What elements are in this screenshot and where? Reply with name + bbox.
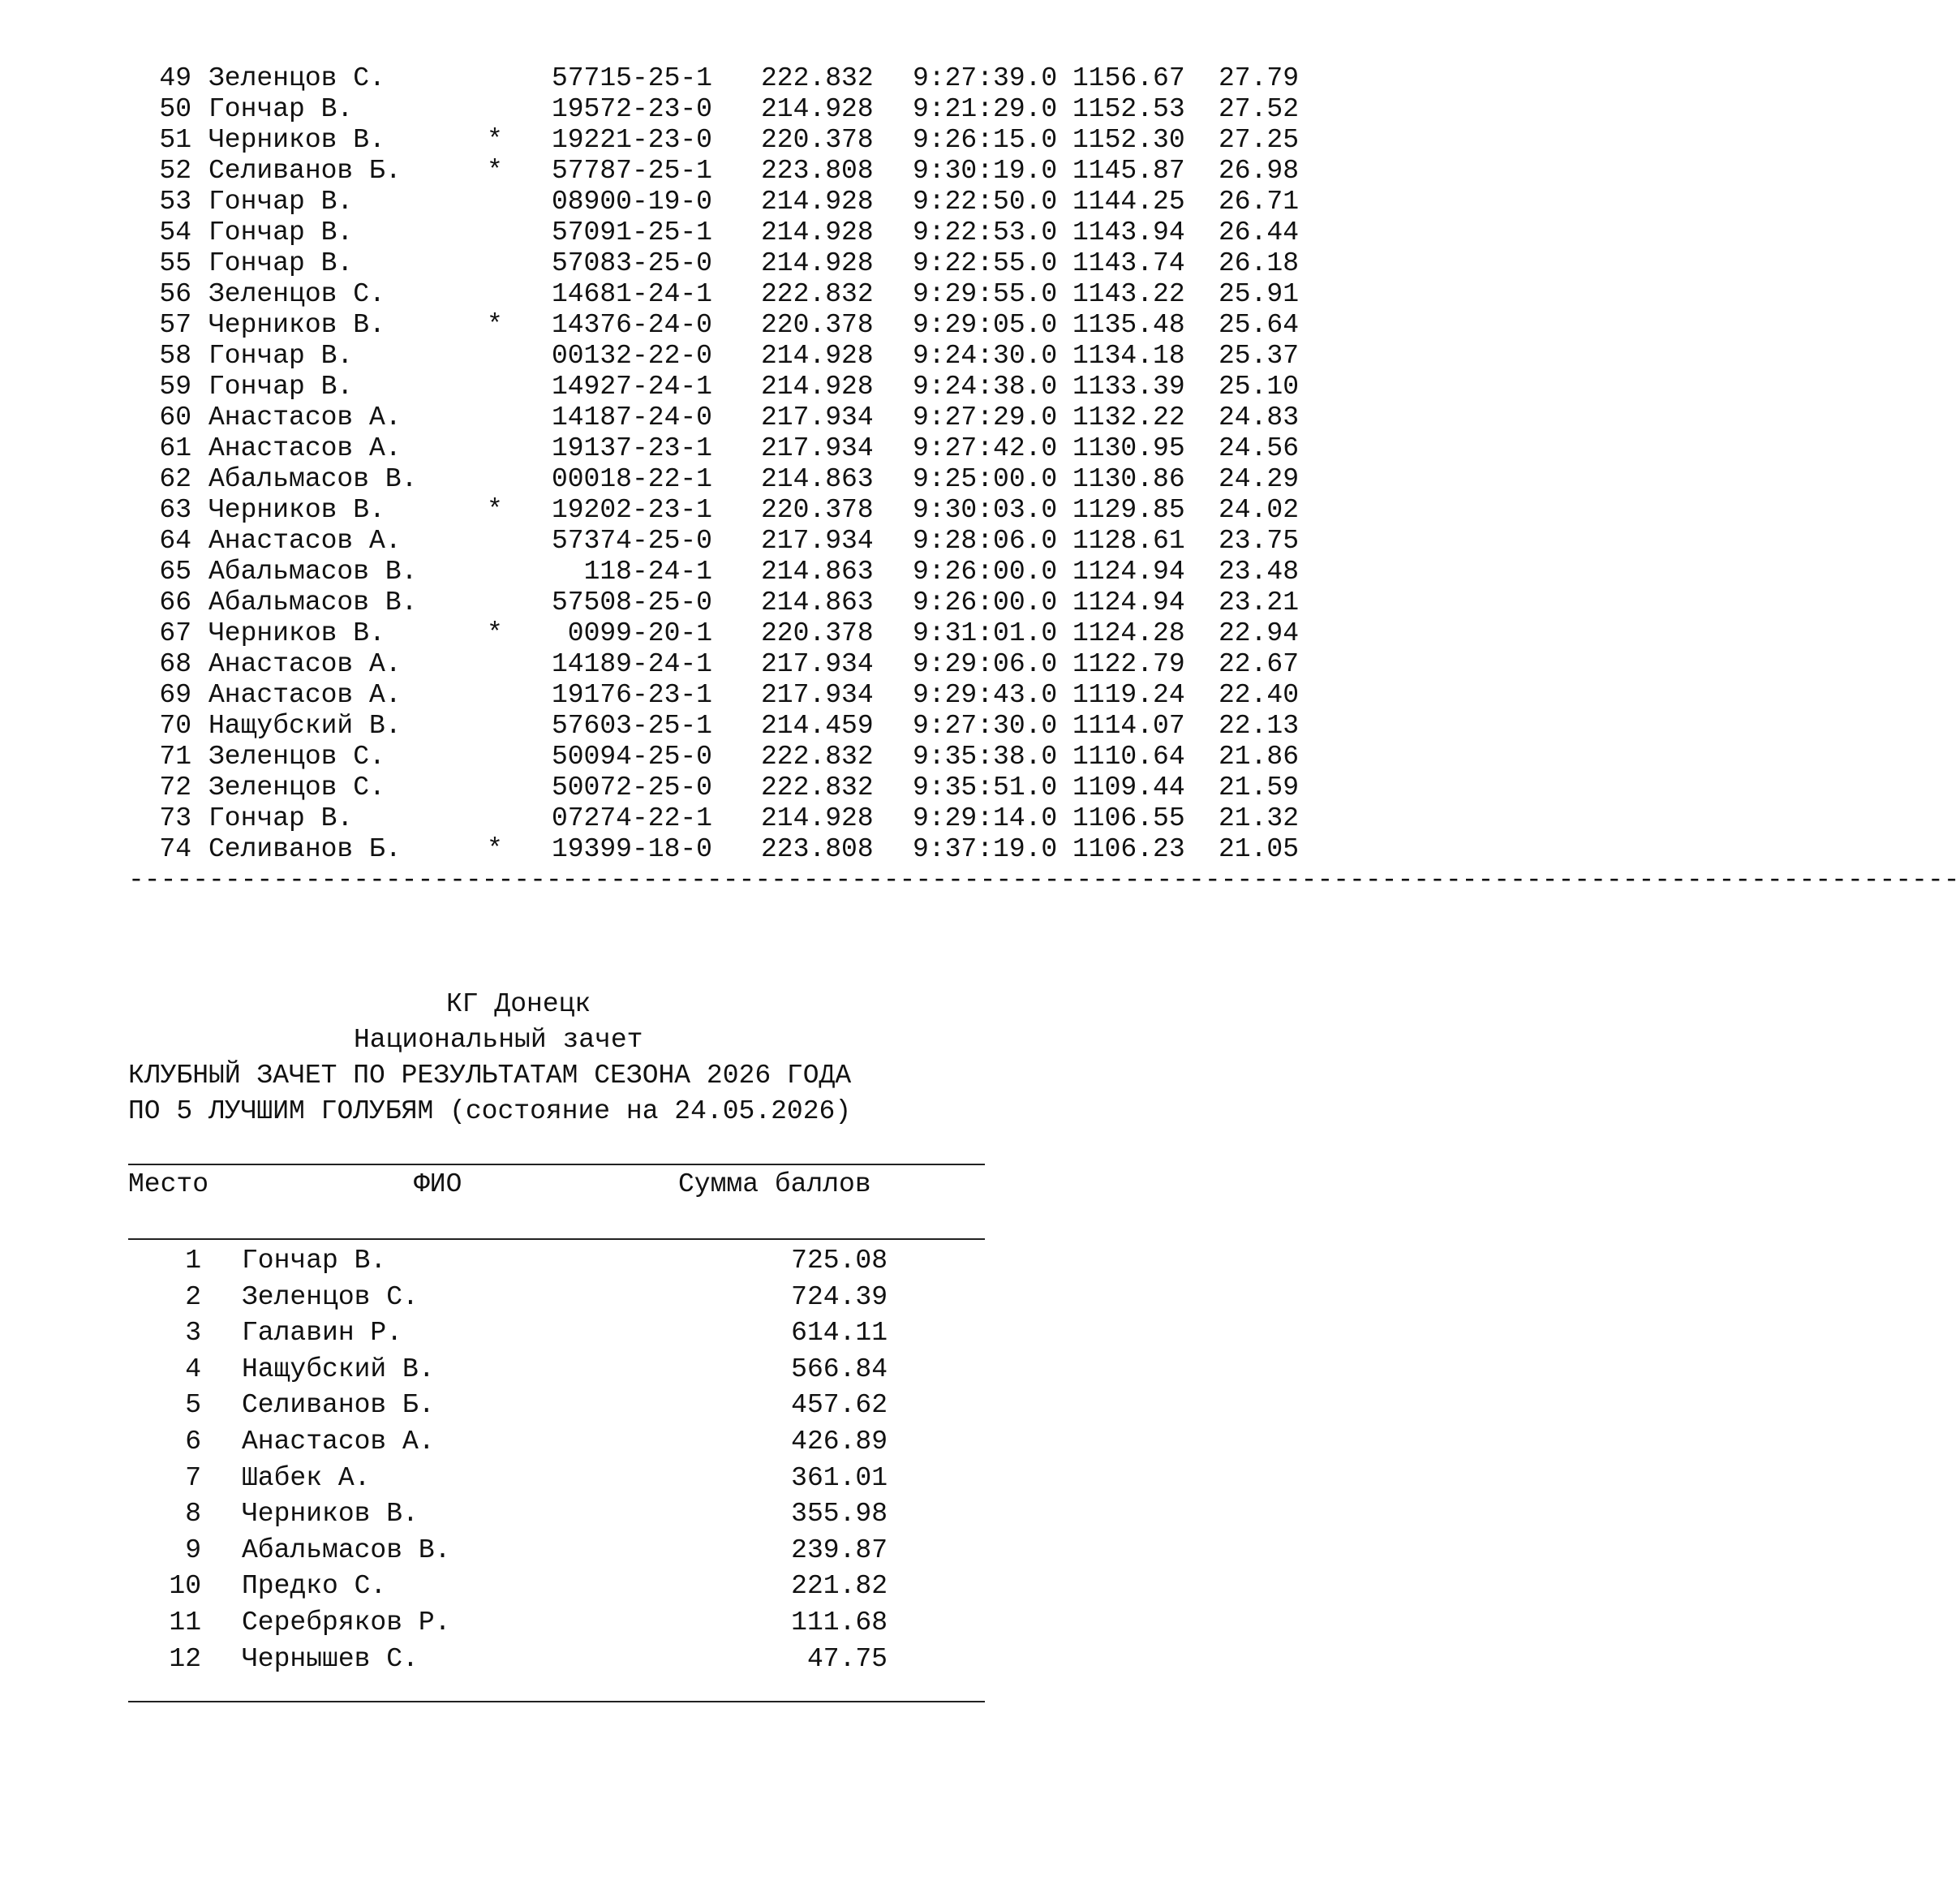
- result-row: [0, 587, 1342, 618]
- result-speed: 1109.44: [1072, 773, 1185, 803]
- col-header-score: Сумма баллов: [678, 1169, 871, 1199]
- result-place: 59: [159, 372, 191, 402]
- result-ring: 14376-24-0: [551, 310, 712, 340]
- result-place: 53: [159, 187, 191, 217]
- standings-name: Серебряков Р.: [242, 1607, 451, 1638]
- result-points: 21.32: [1219, 803, 1300, 833]
- result-time: 9:21:29.0: [913, 94, 1058, 124]
- result-row: [0, 341, 1342, 372]
- result-points: 27.25: [1219, 125, 1300, 155]
- result-speed: 1124.28: [1072, 618, 1185, 648]
- result-speed: 1124.94: [1072, 587, 1185, 618]
- result-ring: 57091-25-1: [551, 217, 712, 247]
- result-time: 9:29:05.0: [913, 310, 1058, 340]
- result-points: 22.40: [1219, 680, 1300, 710]
- result-distance: 214.863: [761, 587, 874, 618]
- result-place: 64: [159, 526, 191, 556]
- standings-row: [128, 1605, 985, 1641]
- club-heading-line1: КЛУБНЫЙ ЗАЧЕТ ПО РЕЗУЛЬТАТАМ СЕЗОНА 2026 ГОДА: [128, 1061, 852, 1091]
- result-ring: 57374-25-0: [551, 526, 712, 556]
- result-time: 9:35:51.0: [913, 773, 1058, 803]
- result-points: 26.44: [1219, 217, 1300, 247]
- result-name: Зеленцов С.: [208, 63, 385, 93]
- result-name: Зеленцов С.: [208, 279, 385, 309]
- result-place: 67: [159, 618, 191, 648]
- result-ring: 14187-24-0: [551, 402, 712, 433]
- result-name: Зеленцов С.: [208, 773, 385, 803]
- result-place: 66: [159, 587, 191, 618]
- result-points: 24.56: [1219, 433, 1300, 463]
- result-speed: 1124.94: [1072, 557, 1185, 587]
- result-time: 9:29:06.0: [913, 649, 1058, 679]
- result-points: 21.86: [1219, 742, 1300, 772]
- result-row: [0, 618, 1342, 649]
- standings-place: 6: [185, 1427, 201, 1457]
- result-place: 56: [159, 279, 191, 309]
- result-speed: 1114.07: [1072, 711, 1185, 741]
- result-ring: 14189-24-1: [551, 649, 712, 679]
- result-time: 9:25:00.0: [913, 464, 1058, 494]
- result-name: Черников В.: [208, 495, 385, 525]
- result-ring: 57787-25-1: [551, 156, 712, 186]
- result-speed: 1145.87: [1072, 156, 1185, 186]
- result-name: Анастасов А.: [208, 402, 402, 433]
- col-header-place: Место: [128, 1169, 209, 1199]
- standings-score: 239.87: [791, 1534, 888, 1565]
- col-header-name: ФИО: [414, 1169, 462, 1199]
- standings-name: Шабек А.: [242, 1462, 371, 1493]
- result-name: Гончар В.: [208, 803, 354, 833]
- result-name: Абальмасов В.: [208, 557, 418, 587]
- standings-score: 111.68: [791, 1607, 888, 1638]
- result-points: 25.10: [1219, 372, 1300, 402]
- result-name: Черников В.: [208, 618, 385, 648]
- result-name: Гончар В.: [208, 248, 354, 278]
- result-distance: 217.934: [761, 402, 874, 433]
- result-time: 9:30:19.0: [913, 156, 1058, 186]
- result-name: Гончар В.: [208, 94, 354, 124]
- result-name: Анастасов А.: [208, 680, 402, 710]
- result-star: *: [487, 125, 503, 155]
- standings-place: 12: [169, 1643, 201, 1674]
- result-speed: 1128.61: [1072, 526, 1185, 556]
- result-time: 9:29:55.0: [913, 279, 1058, 309]
- result-speed: 1143.22: [1072, 279, 1185, 309]
- standings-row: [128, 1642, 985, 1677]
- result-name: Гончар В.: [208, 372, 354, 402]
- result-ring: 19137-23-1: [551, 433, 712, 463]
- result-ring: 19176-23-1: [551, 680, 712, 710]
- result-row: [0, 495, 1342, 526]
- standings-place: 1: [185, 1246, 201, 1276]
- standings-score: 725.08: [791, 1246, 888, 1276]
- result-distance: 214.863: [761, 464, 874, 494]
- result-speed: 1119.24: [1072, 680, 1185, 710]
- result-star: *: [487, 156, 503, 186]
- result-row: [0, 773, 1342, 803]
- result-ring: 00132-22-0: [551, 341, 712, 371]
- result-row: [0, 248, 1342, 279]
- result-speed: 1132.22: [1072, 402, 1185, 433]
- result-ring: 14681-24-1: [551, 279, 712, 309]
- result-place: 65: [159, 557, 191, 587]
- result-row: [0, 803, 1342, 834]
- standings-score: 426.89: [791, 1427, 888, 1457]
- standings-name: Предко С.: [242, 1571, 387, 1602]
- result-row: [0, 217, 1342, 248]
- result-points: 23.48: [1219, 557, 1300, 587]
- result-name: Анастасов А.: [208, 526, 402, 556]
- result-row: [0, 742, 1342, 773]
- standings-row: [128, 1315, 985, 1351]
- result-time: 9:22:55.0: [913, 248, 1058, 278]
- result-speed: 1130.86: [1072, 464, 1185, 494]
- result-ring: 57715-25-1: [551, 63, 712, 93]
- result-speed: 1122.79: [1072, 649, 1185, 679]
- result-speed: 1130.95: [1072, 433, 1185, 463]
- result-place: 55: [159, 248, 191, 278]
- result-row: [0, 279, 1342, 310]
- result-distance: 222.832: [761, 63, 874, 93]
- result-place: 50: [159, 94, 191, 124]
- standings-score: 614.11: [791, 1318, 888, 1349]
- result-points: 24.83: [1219, 402, 1300, 433]
- result-star: *: [487, 495, 503, 525]
- result-row: [0, 402, 1342, 433]
- result-ring: 00018-22-1: [551, 464, 712, 494]
- result-name: Гончар В.: [208, 341, 354, 371]
- result-row: [0, 711, 1342, 742]
- result-star: *: [487, 618, 503, 648]
- result-time: 9:37:19.0: [913, 834, 1058, 864]
- result-place: 49: [159, 63, 191, 93]
- result-name: Гончар В.: [208, 217, 354, 247]
- result-place: 61: [159, 433, 191, 463]
- footer-rule: [128, 1701, 985, 1702]
- standings-name: Селиванов Б.: [242, 1390, 435, 1421]
- result-distance: 214.928: [761, 217, 874, 247]
- standings-row: [128, 1243, 985, 1279]
- standings-name: Гончар В.: [242, 1246, 387, 1276]
- result-points: 25.64: [1219, 310, 1300, 340]
- result-speed: 1106.55: [1072, 803, 1185, 833]
- result-ring: 0099-20-1: [567, 618, 712, 648]
- result-place: 68: [159, 649, 191, 679]
- standings-place: 5: [185, 1390, 201, 1421]
- result-ring: 57083-25-0: [551, 248, 712, 278]
- club-title: КГ Донецк: [446, 989, 591, 1019]
- standings-row: [128, 1424, 985, 1460]
- result-time: 9:26:15.0: [913, 125, 1058, 155]
- result-distance: 217.934: [761, 526, 874, 556]
- result-name: Селиванов Б.: [208, 156, 402, 186]
- result-row: [0, 63, 1342, 94]
- result-points: 21.59: [1219, 773, 1300, 803]
- result-distance: 223.808: [761, 834, 874, 864]
- result-row: [0, 834, 1342, 865]
- standings-row: [128, 1461, 985, 1496]
- result-speed: 1129.85: [1072, 495, 1185, 525]
- results-separator: ------------------------------------------------------------------------------------------------------------------: [128, 865, 1960, 895]
- result-time: 9:31:01.0: [913, 618, 1058, 648]
- result-place: 52: [159, 156, 191, 186]
- result-points: 22.94: [1219, 618, 1300, 648]
- result-row: [0, 372, 1342, 402]
- result-row: [0, 187, 1342, 217]
- result-points: 27.79: [1219, 63, 1300, 93]
- result-points: 23.75: [1219, 526, 1300, 556]
- standings-score: 566.84: [791, 1354, 888, 1384]
- result-speed: 1135.48: [1072, 310, 1185, 340]
- result-time: 9:24:30.0: [913, 341, 1058, 371]
- result-time: 9:29:43.0: [913, 680, 1058, 710]
- result-speed: 1134.18: [1072, 341, 1185, 371]
- standings-score: 221.82: [791, 1571, 888, 1602]
- result-distance: 217.934: [761, 649, 874, 679]
- result-place: 51: [159, 125, 191, 155]
- standings-score: 355.98: [791, 1499, 888, 1530]
- result-time: 9:30:03.0: [913, 495, 1058, 525]
- standings-place: 8: [185, 1499, 201, 1530]
- result-speed: 1152.30: [1072, 125, 1185, 155]
- result-time: 9:26:00.0: [913, 557, 1058, 587]
- standings-place: 11: [169, 1607, 201, 1638]
- result-ring: 19202-23-1: [551, 495, 712, 525]
- standings-place: 3: [185, 1318, 201, 1349]
- result-name: Анастасов А.: [208, 433, 402, 463]
- result-name: Нащубский В.: [208, 711, 402, 741]
- result-time: 9:27:30.0: [913, 711, 1058, 741]
- result-place: 58: [159, 341, 191, 371]
- result-row: [0, 310, 1342, 341]
- result-row: [0, 94, 1342, 125]
- result-ring: 57508-25-0: [551, 587, 712, 618]
- standings-row: [128, 1533, 985, 1569]
- result-points: 21.05: [1219, 834, 1300, 864]
- standings-name: Черников В.: [242, 1499, 419, 1530]
- result-distance: 217.934: [761, 433, 874, 463]
- result-time: 9:27:42.0: [913, 433, 1058, 463]
- result-name: Гончар В.: [208, 187, 354, 217]
- result-place: 54: [159, 217, 191, 247]
- result-time: 9:27:29.0: [913, 402, 1058, 433]
- result-speed: 1144.25: [1072, 187, 1185, 217]
- result-distance: 214.928: [761, 803, 874, 833]
- result-distance: 220.378: [761, 125, 874, 155]
- result-ring: 14927-24-1: [551, 372, 712, 402]
- standings-name: Нащубский В.: [242, 1354, 435, 1384]
- standings-row: [128, 1388, 985, 1423]
- result-place: 69: [159, 680, 191, 710]
- result-points: 23.21: [1219, 587, 1300, 618]
- standings-place: 4: [185, 1354, 201, 1384]
- result-distance: 223.808: [761, 156, 874, 186]
- result-place: 74: [159, 834, 191, 864]
- result-distance: 214.459: [761, 711, 874, 741]
- result-time: 9:35:38.0: [913, 742, 1058, 772]
- result-ring: 118-24-1: [583, 557, 712, 587]
- standings-score: 361.01: [791, 1462, 888, 1493]
- result-row: [0, 680, 1342, 711]
- result-distance: 214.928: [761, 372, 874, 402]
- result-place: 72: [159, 773, 191, 803]
- result-points: 22.67: [1219, 649, 1300, 679]
- result-row: [0, 557, 1342, 587]
- result-speed: 1152.53: [1072, 94, 1185, 124]
- result-name: Черников В.: [208, 310, 385, 340]
- result-place: 73: [159, 803, 191, 833]
- result-ring: 19221-23-0: [551, 125, 712, 155]
- result-time: 9:22:53.0: [913, 217, 1058, 247]
- result-row: [0, 125, 1342, 156]
- result-ring: 07274-22-1: [551, 803, 712, 833]
- result-row: [0, 649, 1342, 680]
- result-speed: 1143.94: [1072, 217, 1185, 247]
- result-points: 24.29: [1219, 464, 1300, 494]
- result-row: [0, 464, 1342, 495]
- result-time: 9:26:00.0: [913, 587, 1058, 618]
- result-distance: 220.378: [761, 618, 874, 648]
- result-time: 9:29:14.0: [913, 803, 1058, 833]
- result-speed: 1133.39: [1072, 372, 1185, 402]
- result-row: [0, 156, 1342, 187]
- result-distance: 214.863: [761, 557, 874, 587]
- result-star: *: [487, 834, 503, 864]
- standings-row: [128, 1496, 985, 1532]
- result-place: 57: [159, 310, 191, 340]
- result-ring: 50072-25-0: [551, 773, 712, 803]
- standings-name: Абальмасов В.: [242, 1534, 451, 1565]
- result-distance: 214.928: [761, 248, 874, 278]
- result-name: Зеленцов С.: [208, 742, 385, 772]
- result-speed: 1106.23: [1072, 834, 1185, 864]
- result-row: [0, 433, 1342, 464]
- result-time: 9:27:39.0: [913, 63, 1058, 93]
- result-place: 60: [159, 402, 191, 433]
- standings-name: Галавин Р.: [242, 1318, 403, 1349]
- result-points: 26.18: [1219, 248, 1300, 278]
- result-distance: 214.928: [761, 187, 874, 217]
- result-name: Абальмасов В.: [208, 464, 418, 494]
- result-place: 71: [159, 742, 191, 772]
- result-points: 24.02: [1219, 495, 1300, 525]
- result-points: 25.91: [1219, 279, 1300, 309]
- standings-place: 2: [185, 1281, 201, 1312]
- result-distance: 214.928: [761, 94, 874, 124]
- result-name: Селиванов Б.: [208, 834, 402, 864]
- standings-name: Зеленцов С.: [242, 1281, 419, 1312]
- result-speed: 1143.74: [1072, 248, 1185, 278]
- result-points: 26.71: [1219, 187, 1300, 217]
- result-place: 62: [159, 464, 191, 494]
- standings-score: 457.62: [791, 1390, 888, 1421]
- result-ring: 57603-25-1: [551, 711, 712, 741]
- result-speed: 1110.64: [1072, 742, 1185, 772]
- result-ring: 08900-19-0: [551, 187, 712, 217]
- standings-score: 47.75: [806, 1643, 888, 1674]
- header-rule-bottom: [128, 1238, 985, 1240]
- standings-name: Анастасов А.: [242, 1427, 435, 1457]
- result-points: 22.13: [1219, 711, 1300, 741]
- result-speed: 1156.67: [1072, 63, 1185, 93]
- standings-row: [128, 1352, 985, 1388]
- result-distance: 214.928: [761, 341, 874, 371]
- result-row: [0, 526, 1342, 557]
- result-name: Абальмасов В.: [208, 587, 418, 618]
- result-star: *: [487, 310, 503, 340]
- result-distance: 217.934: [761, 680, 874, 710]
- result-time: 9:24:38.0: [913, 372, 1058, 402]
- club-subtitle: Национальный зачет: [354, 1025, 643, 1055]
- standings-place: 9: [185, 1534, 201, 1565]
- standings-place: 7: [185, 1462, 201, 1493]
- result-ring: 19399-18-0: [551, 834, 712, 864]
- result-points: 26.98: [1219, 156, 1300, 186]
- club-heading-line2: ПО 5 ЛУЧШИМ ГОЛУБЯМ (состояние на 24.05.2026): [128, 1096, 852, 1126]
- standings-place: 10: [169, 1571, 201, 1602]
- result-name: Черников В.: [208, 125, 385, 155]
- result-points: 27.52: [1219, 94, 1300, 124]
- result-time: 9:22:50.0: [913, 187, 1058, 217]
- result-points: 25.37: [1219, 341, 1300, 371]
- standings-name: Чернышев С.: [242, 1643, 419, 1674]
- result-distance: 220.378: [761, 310, 874, 340]
- result-distance: 222.832: [761, 773, 874, 803]
- result-distance: 222.832: [761, 742, 874, 772]
- result-name: Анастасов А.: [208, 649, 402, 679]
- standings-row: [128, 1280, 985, 1315]
- result-time: 9:28:06.0: [913, 526, 1058, 556]
- header-rule-top: [128, 1164, 985, 1165]
- result-place: 70: [159, 711, 191, 741]
- standings-score: 724.39: [791, 1281, 888, 1312]
- standings-row: [128, 1569, 985, 1604]
- result-ring: 50094-25-0: [551, 742, 712, 772]
- result-distance: 220.378: [761, 495, 874, 525]
- result-distance: 222.832: [761, 279, 874, 309]
- result-place: 63: [159, 495, 191, 525]
- result-ring: 19572-23-0: [551, 94, 712, 124]
